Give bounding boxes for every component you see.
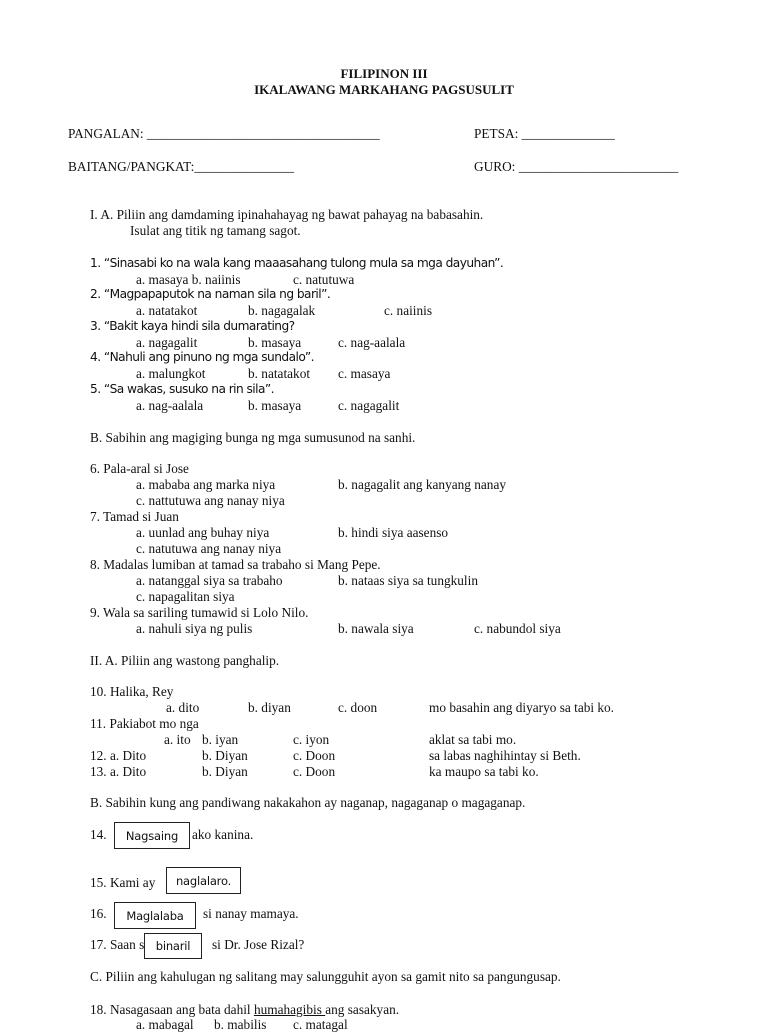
choice-3-c: c. nag-aalala — [338, 335, 406, 350]
choice-2-c: c. naiinis — [384, 303, 433, 318]
choice-7-b: b. hindi siya aasenso — [338, 525, 449, 540]
choice-1-c: c. natutuwa — [293, 272, 355, 287]
choice-10-c: c. doon — [338, 700, 378, 715]
choice-6-c: c. nattutuwa ang nanay niya — [136, 493, 285, 508]
question-10: 10. Halika, Rey — [90, 684, 174, 699]
choice-13-c: c. Doon — [293, 764, 336, 779]
underlined-word-18: humahagibis — [253, 1002, 326, 1017]
choice-12-c: c. Doon — [293, 748, 336, 763]
choice-5-a: a. nag-aalala — [136, 398, 204, 413]
question-13: 13. a. Dito — [90, 764, 147, 779]
boxed-verb-16: Maglalaba — [114, 902, 196, 929]
question-14-prefix: 14. — [90, 827, 107, 842]
question-11: 11. Pakiabot mo nga — [90, 716, 199, 731]
choice-10-a: a. dito — [166, 700, 200, 715]
part2a-instruction: II. A. Piliin ang wastong panghalip. — [90, 653, 280, 668]
choice-18-c: c. matagal — [293, 1017, 348, 1032]
choice-1-ab: a. masaya b. naiinis — [136, 272, 241, 287]
choice-6-a: a. mababa ang marka niya — [136, 477, 276, 492]
question-3: 3. “Bakit kaya hindi sila dumarating? — [90, 319, 295, 333]
sentence-11-tail: aklat sa tabi mo. — [429, 732, 517, 747]
sentence-10-tail: mo basahin ang diyaryo sa tabi ko. — [429, 700, 615, 715]
question-16-prefix: 16. — [90, 906, 107, 921]
question-18-suffix: ang sasakyan. — [325, 1002, 400, 1017]
choice-11-c: c. iyon — [293, 732, 330, 747]
choice-9-b: b. nawala siya — [338, 621, 414, 636]
boxed-verb-14: Nagsaing — [114, 822, 190, 849]
choice-5-b: b. masaya — [248, 398, 302, 413]
choice-11-a: a. ito — [164, 732, 191, 747]
choice-8-b: b. nataas siya sa tungkulin — [338, 573, 478, 588]
choice-2-a: a. natatakot — [136, 303, 198, 318]
choice-2-b: b. nagagalak — [248, 303, 316, 318]
date-field: PETSA: ______________ — [474, 126, 615, 141]
choice-10-b: b. diyan — [248, 700, 291, 715]
question-5: 5. “Sa wakas, susuko na rin sila”. — [90, 382, 274, 396]
part1b-instruction: B. Sabihin ang magiging bunga ng mga sumusunod na sanhi. — [90, 430, 416, 445]
choice-6-b: b. nagagalit ang kanyang nanay — [338, 477, 506, 492]
question-1: 1. “Sinasabi ko na wala kang maaasahang tulong mula sa mga dayuhan”. — [90, 256, 504, 270]
choice-9-c: c. nabundol siya — [474, 621, 561, 636]
part2c-instruction: C. Piliin ang kahulugan ng salitang may salungguhit ayon sa gamit nito sa pangungusap. — [90, 969, 561, 984]
question-6: 6. Pala-aral si Jose — [90, 461, 189, 476]
boxed-verb-17: binaril — [144, 933, 202, 959]
question-17-suffix: si Dr. Jose Rizal? — [212, 937, 305, 952]
choice-12-b: b. Diyan — [202, 748, 248, 763]
choice-18-b: b. mabilis — [214, 1017, 267, 1032]
choice-7-c: c. natutuwa ang nanay niya — [136, 541, 282, 556]
choice-3-a: a. nagagalit — [136, 335, 198, 350]
question-12: 12. a. Dito — [90, 748, 147, 763]
exam-subject-title: FILIPINON III — [340, 66, 428, 81]
choice-8-c: c. napagalitan siya — [136, 589, 235, 604]
choice-7-a: a. uunlad ang buhay niya — [136, 525, 270, 540]
part1a-instruction-cont: Isulat ang titik ng tamang sagot. — [130, 223, 301, 238]
choice-4-c: c. masaya — [338, 366, 391, 381]
question-2: 2. “Magpapaputok na naman sila ng baril”. — [90, 287, 331, 301]
question-15-prefix: 15. Kami ay — [90, 875, 156, 890]
choice-11-b: b. iyan — [202, 732, 239, 747]
sentence-12-tail: sa labas naghihintay si Beth. — [429, 748, 581, 763]
part2b-instruction: B. Sabihin kung ang pandiwang nakakahon ay naganap, nagaganap o magaganap. — [90, 795, 526, 810]
part1a-instruction: I. A. Piliin ang damdaming ipinahahayag ng bawat pahayag na babasahin. — [90, 207, 484, 222]
teacher-field: GURO: ________________________ — [474, 159, 679, 174]
choice-9-a: a. nahuli siya ng pulis — [136, 621, 253, 636]
name-field: PANGALAN: ___________________________________ — [68, 126, 380, 141]
choice-8-a: a. natanggal siya sa trabaho — [136, 573, 283, 588]
question-7: 7. Tamad si Juan — [90, 509, 179, 524]
choice-3-b: b. masaya — [248, 335, 302, 350]
choice-13-b: b. Diyan — [202, 764, 248, 779]
choice-5-c: c. nagagalit — [338, 398, 400, 413]
grade-section-field: BAITANG/PANGKAT:_______________ — [68, 159, 295, 174]
choice-18-a: a. mabagal — [136, 1017, 194, 1032]
sentence-13-tail: ka maupo sa tabi ko. — [429, 764, 539, 779]
boxed-verb-15: naglalaro. — [166, 867, 241, 894]
question-8: 8. Madalas lumiban at tamad sa trabaho si Mang Pepe. — [90, 557, 381, 572]
question-16-suffix: si nanay mamaya. — [203, 906, 299, 921]
question-17-prefix: 17. Saan s — [90, 937, 145, 952]
question-18 — [90, 1003, 399, 1016]
choice-4-b: b. natatakot — [248, 366, 311, 381]
exam-quarter-title: IKALAWANG MARKAHANG PAGSUSULIT — [254, 82, 514, 97]
choice-4-a: a. malungkot — [136, 366, 206, 381]
question-18-prefix: 18. Nasagasaan ang bata dahil — [90, 1002, 254, 1017]
question-9: 9. Wala sa sariling tumawid si Lolo Nilo. — [90, 605, 309, 620]
question-4: 4. “Nahuli ang pinuno ng mga sundalo”. — [90, 350, 314, 364]
question-14-suffix: ako kanina. — [192, 827, 254, 842]
